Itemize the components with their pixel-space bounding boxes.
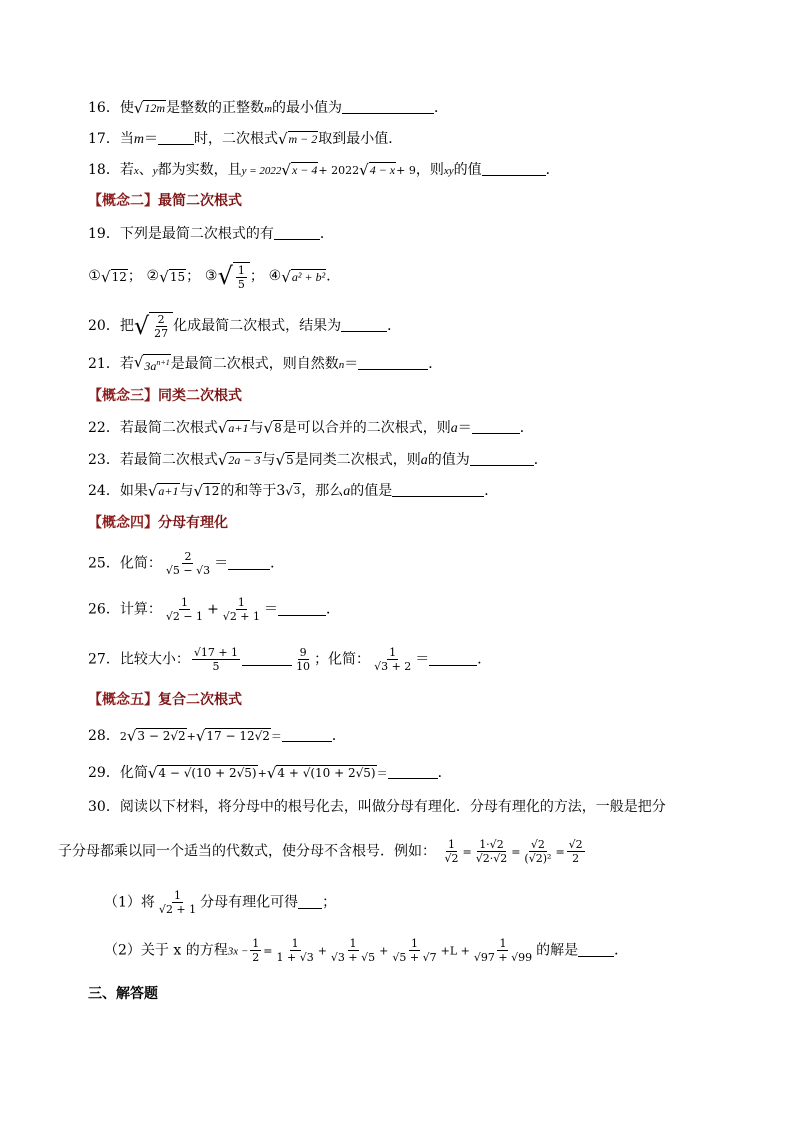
answer-blank[interactable]	[578, 942, 614, 957]
question-18: 18．若x、y都为实数，且y = 2022 √ x − 4 + 2022 √ 4 − x + 9，则xy的值 ．	[88, 161, 560, 179]
question-30-line-1: 30．阅读以下材料，将分母中的根号化去，叫做分母有理化．分母有理化的方法，一般是把分	[88, 799, 666, 815]
question-25: 25．化简： $\frac{2}{√5 - √3}$ ＝ ．	[88, 550, 285, 577]
answer-blank[interactable]	[228, 555, 270, 570]
answer-blank[interactable]	[341, 317, 387, 332]
question-28: 28．2 √ 3 − 2√2 + √ 17 − 12√2 ＝ ．	[88, 727, 346, 745]
answer-blank[interactable]	[358, 355, 428, 370]
question-21: 21．若 √ $3a^{n+1}$ 是最简二次根式，则自然数n＝ ．	[88, 353, 443, 373]
question-29: 29．化简 √ 4 − √(10 + 2√5) + √ 4 + √(10 + 2√5) ＝ ．	[88, 764, 452, 782]
answer-blank[interactable]	[392, 482, 484, 497]
question-20: 20．把 √ $\frac{2}{27}$ 化成最简二次根式，结果为 ．	[88, 312, 402, 340]
question-30-part-2: （2）关于 x 的方程3x − $\frac{1}{2}$ = $\frac{1}{1 + √3}$ + $\frac{1}{√3 + √5}$ + $\frac{1}{√5 + √7}$ +L + $\frac{1}{√97 + √99}$ 的解是 ．	[104, 937, 629, 964]
section-heading-concept-3: 【概念三】同类二次根式	[88, 388, 242, 404]
answer-blank[interactable]	[482, 161, 546, 176]
sqrt-expression: √ 12m	[133, 99, 166, 117]
answer-blank[interactable]	[470, 451, 534, 466]
section-heading-concept-2: 【概念二】最简二次根式	[88, 193, 242, 209]
question-22: 22．若最简二次根式 √ a+1 与 √ 8 是可以合并的二次根式，则a＝ ．	[88, 419, 534, 437]
question-19-options: ① √ 12 ； ② √ 15 ； ③ √ $\frac{1}{5}$ ； ④ √ a² + b² ．	[88, 262, 341, 291]
answer-blank[interactable]	[242, 651, 292, 666]
answer-blank[interactable]	[158, 130, 194, 145]
answer-blank[interactable]	[342, 99, 434, 114]
question-30-part-1: （1）将 $\frac{1}{√2 + 1}$ 分母有理化可得 ；	[104, 889, 337, 916]
question-19: 19．下列是最简二次根式的有 ．	[88, 226, 334, 242]
answer-blank[interactable]	[472, 419, 520, 434]
question-30-line-2: 子分母都乘以同一个适当的代数式，使分母不含根号．例如： $\frac{1}{√2}$ = $\frac{1\cdot√2}{√2\cdot√2}$ = $\frac{√2}{\text{(√2)²}}$ = $\frac{√2}{2}$	[58, 838, 583, 865]
answer-blank[interactable]	[429, 651, 477, 666]
section-heading-concept-4: 【概念四】分母有理化	[88, 515, 228, 531]
question-23: 23．若最简二次根式 √ 2a − 3 与 √ 5 是同类二次根式，则a的值为 ．	[88, 451, 548, 469]
section-heading-concept-5: 【概念五】复合二次根式	[88, 692, 242, 708]
question-24: 24．如果 √ a+1 与 √ 12 的和等于3 √ 3 ，那么a的值是 ．	[88, 482, 499, 500]
question-16: 16．使 √ 12m 是整数的正整数m的最小值为 ．	[88, 99, 449, 117]
answer-blank[interactable]	[278, 601, 326, 616]
question-17: 17．当m＝ 时，二次根式 √ m − 2 取到最小值．	[88, 130, 403, 148]
question-26: 26．计算： $\frac{1}{√2 - 1}$ + $\frac{1}{√2 + 1}$ ＝ ．	[88, 596, 341, 623]
section-heading-solutions: 三、解答题	[88, 986, 158, 1002]
answer-blank[interactable]	[274, 225, 320, 240]
answer-blank[interactable]	[282, 727, 332, 742]
question-27: 27．比较大小： $\frac{√17 + 1}{5}$ $\frac{9}{10}$ ；化简： $\frac{1}{√3 + 2}$ ＝ ．	[88, 646, 492, 673]
answer-blank[interactable]	[298, 894, 322, 909]
answer-blank[interactable]	[388, 764, 438, 779]
